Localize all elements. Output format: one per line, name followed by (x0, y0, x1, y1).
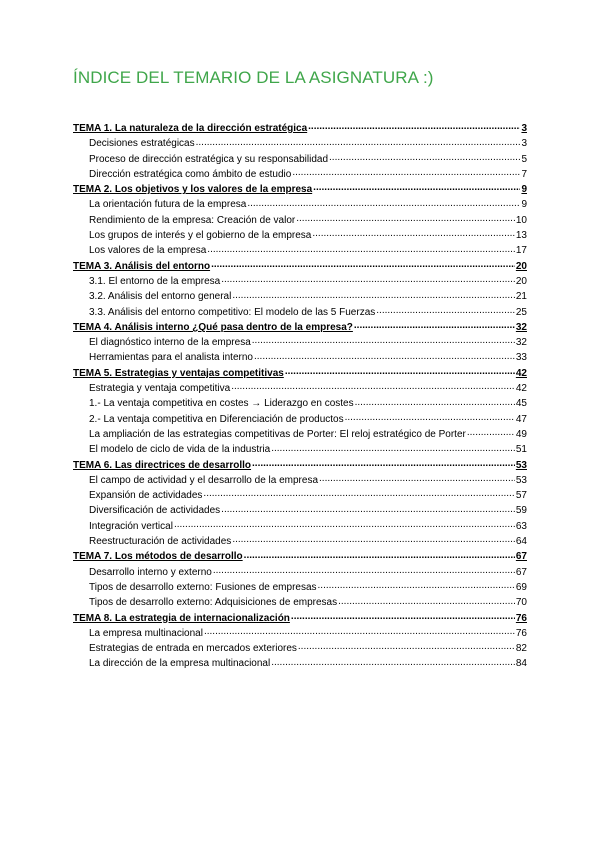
toc-page-number: 10 (515, 214, 527, 226)
toc-section-entry[interactable] (73, 213, 527, 228)
toc-entry-label: Diversificación de actividades (89, 505, 221, 517)
toc-chapter-entry[interactable] (73, 320, 527, 335)
toc-page-number: 45 (515, 398, 527, 410)
toc-dot-leader (252, 335, 515, 350)
toc-section-entry[interactable] (73, 228, 527, 243)
toc-section-entry[interactable] (73, 289, 527, 304)
toc-dot-leader (203, 488, 514, 503)
toc-dot-leader (271, 657, 515, 672)
toc-section-entry[interactable] (73, 534, 527, 549)
toc-entry-label: Expansión de actividades (89, 490, 203, 502)
toc-entry-label: TEMA 7. Los métodos de desarrollo (73, 551, 243, 563)
toc-entry-label: TEMA 1. La naturaleza de la dirección estratégica (73, 123, 308, 134)
toc-section-entry[interactable] (73, 565, 527, 580)
toc-chapter-entry[interactable] (73, 549, 527, 564)
toc-page-number: 32 (515, 321, 527, 333)
toc-page-number: 70 (515, 597, 527, 609)
toc-section-entry[interactable] (73, 305, 527, 320)
toc-page-number: 21 (515, 291, 527, 303)
toc-entry-label: Proceso de dirección estratégica y su responsabilidad (89, 153, 329, 165)
toc-section-entry[interactable] (73, 595, 527, 610)
toc-dot-leader (285, 366, 515, 381)
toc-section-entry[interactable] (73, 381, 527, 396)
toc-page-number: 32 (515, 337, 527, 349)
toc-dot-leader (211, 259, 515, 274)
toc-dot-leader (313, 182, 520, 197)
toc-section-entry[interactable] (73, 656, 527, 671)
toc-dot-leader (296, 213, 515, 228)
toc-entry-label: El diagnóstico interno de la empresa (89, 337, 251, 349)
toc-dot-leader (207, 244, 515, 259)
toc-entry-label: El campo de actividad y el desarrollo de la empresa (89, 474, 319, 486)
table-of-contents (73, 121, 527, 672)
toc-dot-leader (231, 381, 515, 396)
toc-entry-label: TEMA 2. Los objetivos y los valores de la empresa (73, 184, 313, 196)
toc-dot-leader (291, 611, 515, 626)
toc-entry-label: TEMA 3. Análisis del entorno (73, 260, 211, 272)
toc-dot-leader (355, 397, 515, 412)
toc-page-number: 42 (515, 383, 527, 395)
toc-dot-leader (376, 305, 515, 320)
toc-page-number: 76 (515, 612, 527, 624)
toc-section-entry[interactable] (73, 427, 527, 442)
toc-dot-leader (329, 152, 520, 167)
toc-page-number: 47 (515, 413, 527, 425)
toc-dot-leader (254, 351, 515, 366)
toc-section-entry[interactable] (73, 641, 527, 656)
toc-dot-leader (252, 458, 515, 473)
toc-entry-label: Desarrollo interno y externo (89, 566, 212, 578)
toc-entry-label: Integración vertical (89, 520, 173, 532)
toc-section-entry[interactable] (73, 243, 527, 258)
toc-dot-leader (345, 412, 515, 427)
toc-dot-leader (338, 596, 515, 611)
toc-section-entry[interactable] (73, 152, 527, 167)
toc-dot-leader (247, 198, 520, 213)
toc-dot-leader (298, 641, 515, 656)
toc-entry-label: Herramientas para el analista interno (89, 352, 253, 364)
toc-dot-leader (232, 534, 515, 549)
toc-page-number: 82 (515, 643, 527, 655)
toc-entry-label: Estrategia y ventaja competitiva (89, 383, 231, 395)
toc-dot-leader (354, 320, 515, 335)
toc-entry-label: 3.3. Análisis del entorno competitivo: El modelo de las 5 Fuerzas (89, 306, 376, 318)
toc-entry-label: TEMA 4. Análisis interno ¿Qué pasa dentro de la empresa? (73, 321, 353, 333)
toc-section-entry[interactable] (73, 488, 527, 503)
toc-entry-label: Tipos de desarrollo externo: Fusiones de empresas (89, 581, 317, 593)
toc-dot-leader (308, 121, 520, 136)
toc-dot-leader (292, 167, 520, 182)
toc-chapter-entry[interactable] (73, 259, 527, 274)
toc-page-number: 3 (521, 123, 527, 134)
toc-page-number: 3 (521, 138, 527, 150)
toc-page-number: 20 (515, 275, 527, 287)
toc-section-entry[interactable] (73, 442, 527, 457)
toc-dot-leader (312, 228, 515, 243)
toc-page-number: 53 (515, 459, 527, 471)
toc-section-entry[interactable] (73, 274, 527, 289)
toc-page-number: 9 (521, 184, 527, 196)
toc-page-number: 64 (515, 536, 527, 548)
toc-entry-label: Dirección estratégica como ámbito de estudio (89, 168, 292, 180)
toc-section-entry[interactable] (73, 197, 527, 212)
toc-section-entry[interactable] (73, 335, 527, 350)
toc-section-entry[interactable] (73, 412, 527, 427)
toc-dot-leader (204, 626, 515, 641)
toc-entry-label: La ampliación de las estrategias competitivas de Porter: El reloj estratégico de Porter (89, 428, 466, 440)
toc-entry-label: Decisiones estratégicas (89, 138, 195, 150)
toc-dot-leader (232, 290, 515, 305)
toc-section-entry[interactable] (73, 519, 527, 534)
toc-page-number: 20 (515, 260, 527, 272)
toc-entry-label: Reestructuración de actividades (89, 536, 232, 548)
toc-entry-label: 3.1. El entorno de la empresa (89, 275, 221, 287)
toc-entry-label: Los valores de la empresa (89, 245, 207, 257)
toc-entry-label: 1.- La ventaja competitiva en costes → Liderazgo en costes (89, 398, 354, 410)
toc-page-number: 33 (515, 352, 527, 364)
toc-dot-leader (467, 427, 515, 442)
toc-chapter-entry[interactable] (73, 182, 527, 197)
toc-section-entry[interactable] (73, 626, 527, 641)
toc-chapter-entry[interactable] (73, 458, 527, 473)
toc-entry-label: La orientación futura de la empresa (89, 199, 247, 211)
toc-page-number: 53 (515, 474, 527, 486)
toc-entry-label: Los grupos de interés y el gobierno de la empresa (89, 230, 312, 242)
toc-entry-label: 3.2. Análisis del entorno general (89, 291, 232, 303)
toc-section-entry[interactable] (73, 503, 527, 518)
toc-page-number: 42 (515, 367, 527, 379)
toc-entry-label: El modelo de ciclo de vida de la industria (89, 444, 271, 456)
toc-page-number: 9 (521, 199, 527, 211)
toc-page-number: 17 (515, 245, 527, 257)
toc-dot-leader (319, 473, 515, 488)
toc-dot-leader (221, 504, 515, 519)
toc-chapter-entry[interactable] (73, 121, 527, 136)
toc-entry-label: TEMA 8. La estrategia de internacionalización (73, 612, 290, 624)
toc-dot-leader (196, 137, 521, 152)
toc-section-entry[interactable] (73, 350, 527, 365)
toc-page-number: 63 (515, 520, 527, 532)
toc-page-number: 76 (515, 627, 527, 639)
toc-page-number: 25 (515, 306, 527, 318)
toc-section-entry[interactable] (73, 136, 527, 151)
toc-page-number: 84 (515, 658, 527, 670)
toc-entry-label: TEMA 6. Las directrices de desarrollo (73, 459, 252, 471)
toc-page-number: 67 (515, 551, 527, 563)
toc-dot-leader (271, 443, 515, 458)
toc-page-number: 51 (515, 444, 527, 456)
toc-section-entry[interactable] (73, 167, 527, 182)
toc-page-number: 5 (521, 153, 527, 165)
page-title: ÍNDICE DEL TEMARIO DE LA ASIGNATURA :) (73, 68, 434, 87)
toc-page-number: 49 (515, 428, 527, 440)
toc-page-number: 7 (521, 168, 527, 180)
toc-page-number: 13 (515, 230, 527, 242)
toc-section-entry[interactable] (73, 396, 527, 411)
toc-chapter-entry[interactable] (73, 366, 527, 381)
toc-entry-label: Estrategias de entrada en mercados exteriores (89, 643, 297, 655)
toc-page-number: 59 (515, 505, 527, 517)
toc-page-number: 69 (515, 581, 527, 593)
toc-chapter-entry[interactable] (73, 611, 527, 626)
toc-dot-leader (213, 565, 515, 580)
toc-dot-leader (244, 550, 515, 565)
toc-dot-leader (318, 580, 515, 595)
toc-page-number: 57 (515, 490, 527, 502)
toc-section-entry[interactable] (73, 580, 527, 595)
toc-page-number: 67 (515, 566, 527, 578)
toc-entry-label: La dirección de la empresa multinacional (89, 658, 271, 670)
toc-dot-leader (221, 274, 515, 289)
toc-section-entry[interactable] (73, 473, 527, 488)
toc-entry-label: Rendimiento de la empresa: Creación de valor (89, 214, 296, 226)
toc-entry-label: TEMA 5. Estrategias y ventajas competitivas (73, 367, 284, 379)
toc-entry-label: 2.- La ventaja competitiva en Diferenciación de productos (89, 413, 344, 425)
toc-dot-leader (174, 519, 515, 534)
toc-entry-label: La empresa multinacional (89, 627, 203, 639)
toc-entry-label: Tipos de desarrollo externo: Adquisiciones de empresas (89, 597, 338, 609)
